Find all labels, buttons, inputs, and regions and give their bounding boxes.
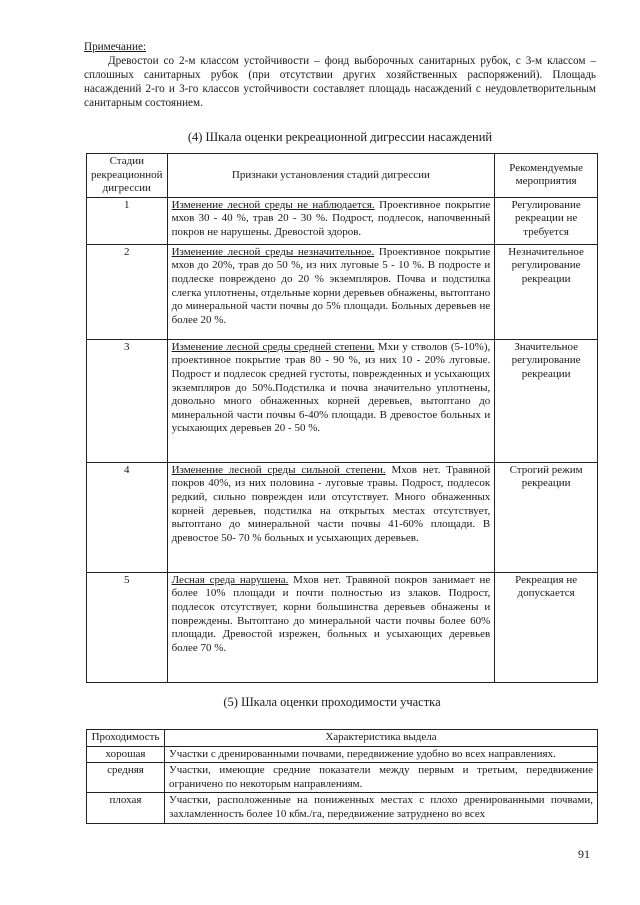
passability-description: Участки с дренированными почвами, передвижение удобно во всех направлениях. [164,746,597,763]
stage-number: 1 [87,197,168,244]
stage-text: Проективное покрытие мхов до 20%, трав до 50 %, из них луговые 5 - 10 %. В подросте и подлеске повреждено до 20 % экземпляров. Почва и подстилка слегка уплотнены, отдельные корни деревьев обнажены, вытоптано до минеральной части почвы до 5% площади. Больных деревьев не более 20 %. [171,245,491,326]
stage-text: Мхов нет. Травяной покров занимает не более 10% площади и почти полностью из злаков. Подрост, подлесок отсутствует, корни большинства деревьев обнажены и повреждены. Вытоптано до минеральной части почвы более 60% площади. Древостой изрежен, больных и усыхающих деревьев более 70 %. [171,573,491,654]
passability-value: плохая [87,793,165,823]
table-row [87,339,598,462]
stage-text: Проективное покрытие мхов 30 - 40 %, трав 20 - 30 %. Подрост, подлесок, напочвенный покров не нарушены. Древостой здоров. [171,198,491,238]
passability-value: средняя [87,763,165,793]
stage-lead: Изменение лесной среды средней степени. [171,340,375,353]
recreation-digression-table [86,153,598,683]
note-text: Древостои со 2-м классом устойчивости – фонд выборочных санитарных рубок, с 3-м классом – сплошных санитарных рубок (при отсутствии других хозяйственных распоряжений). Площадь насаждений 2-го и 3-го классов устойчивости составляет площадь насаждений с неудовлетворительным санитарным состоянием. [84,55,596,109]
passability-description: Участки, имеющие средние показатели между первым и третьим, передвижение ограничено по некоторым направлениям. [164,763,597,793]
note-heading: Примечание: [84,41,147,53]
passability-value: хорошая [87,746,165,763]
table-row [87,244,598,339]
stage-measure: Строгий режим рекреации [495,462,598,572]
header-stage: Стадии рекреационной дигрессии [87,154,168,198]
table5-title: (5) Шкала оценки проходимости участка [223,695,441,709]
stage-lead: Изменение лесной среды сильной степени. [171,463,386,476]
stage-lead: Изменение лесной среды незначительное. [171,245,375,258]
page-number: 91 [578,847,590,861]
stage-signs [167,572,495,682]
table-row [87,572,598,682]
stage-measure: Значительное регулирование рекреации [495,339,598,462]
passability-description: Участки, расположенные на пониженных местах с плохо дренированными почвами, захламленность более 10 кбм./га, передвижение затруднено во всех [164,793,597,823]
table4-title: (4) Шкала оценки рекреационной дигрессии насаждений [187,130,493,144]
stage-number: 2 [87,244,168,339]
stage-number: 4 [87,462,168,572]
table-row [87,746,598,763]
stage-signs [167,197,495,244]
table-row [87,793,598,823]
stage-lead: Изменение лесной среды не наблюдается. [171,198,375,211]
table-row [87,462,598,572]
table-row [87,763,598,793]
table-header-row [87,154,598,198]
table-header-row [87,730,598,747]
stage-measure: Регулирование рекреации не требуется [495,197,598,244]
stage-signs [167,244,495,339]
stage-signs [167,462,495,572]
stage-measure: Рекреация не допускается [495,572,598,682]
header-signs: Признаки установления стадий дигрессии [167,154,495,198]
stage-text: Мхи у стволов (5-10%), проективное покрытие трав 80 - 90 %, из них 10 - 20% луговые. Подрост и подлесок средней густоты, поврежденных и усыхающих экземпляров до 50%.Подстилка и почва значительно уплотнены, довольно много обнаженных корней деревьев, вытоптано до минеральной части почвы 6-40% площади. В древостое больных и усыхающих деревьев 20 - 50 %. [171,340,491,435]
stage-number: 3 [87,339,168,462]
header-passability: Проходимость [87,730,165,747]
note-block [84,40,596,110]
stage-lead: Лесная среда нарушена. [171,573,289,586]
passability-table [86,729,598,824]
header-measures: Рекомендуемые мероприятия [495,154,598,198]
stage-measure: Незначительное регулирование рекреации [495,244,598,339]
header-characteristic: Характеристика выдела [164,730,597,747]
stage-number: 5 [87,572,168,682]
stage-text: Мхов нет. Травяной покров 40%, из них половина - луговые травы. Подрост, подлесок редкий, сильно поврежден или отсутствует. Много обнаженных корней деревьев, подстилка на открытых местах отсутствует, вытоптано до минеральной части почвы 41-60% площади. В древостое 50- 70 % больных и усыхающих деревьев. [171,463,491,544]
stage-signs [167,339,495,462]
table-row [87,197,598,244]
